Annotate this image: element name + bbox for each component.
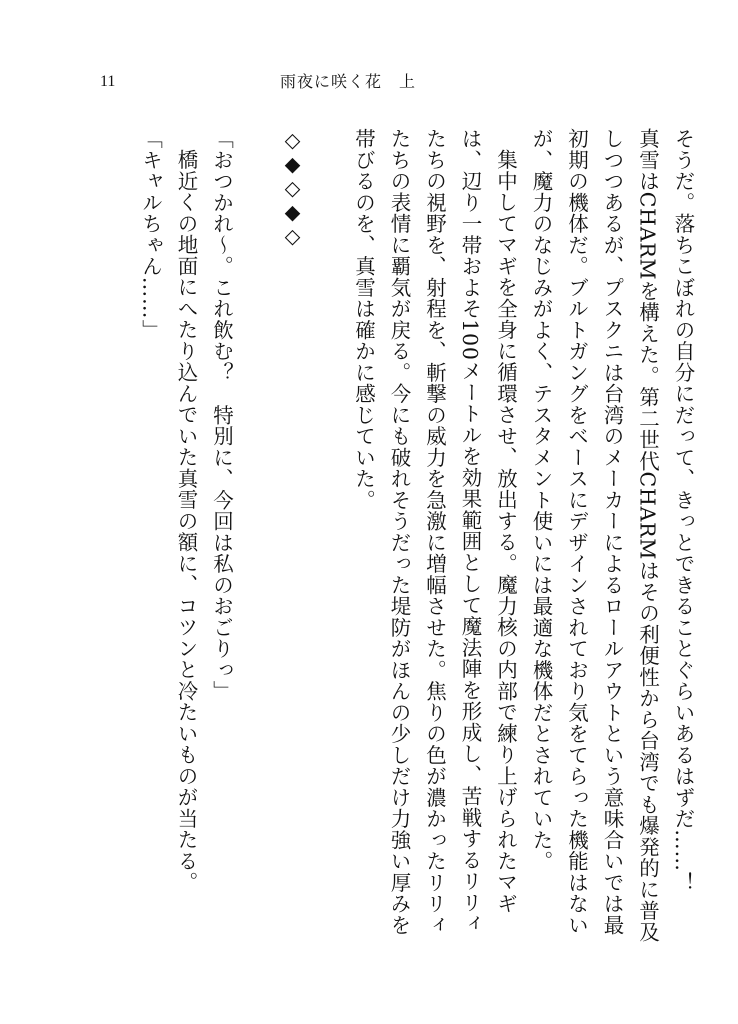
paragraph-resolve: そうだ。落ちこぼれの自分にだって、きっとできることぐらいあるはずだ……！ <box>671 128 695 893</box>
paragraph-cold-touch: 橋近くの地面にへたり込んでいた真雪の額に、コツンと冷たいものが当たる。 <box>174 148 198 893</box>
paragraph-charm-description: 真雪はCHARMを構えた。第二世代CHARMはその利便性から台湾でも爆発的に普及しつつあるが、プスクニは台湾のメーカーによるロールアウトという意味合いでは最初期の機体だ。ブルトガングをベースにデザインされており気をてらった機能はないが、魔力のなじみがよく、テスタメント使いには最適な機体だとされていた。 <box>529 128 660 943</box>
scene-separator: ◇◆◇◆◇ <box>280 128 305 248</box>
paragraph-blank-line <box>239 128 275 948</box>
paragraph-magi-release: 集中してマギを全身に循環させ、放出する。魔力核の内部で練り上げられたマギは、辺り一帯およそ100メートルを効果範囲として魔法陣を形成し、苦戦するリリィたちの視野を、射程を、斬撃の威力を急激に増幅させた。焦りの色が濃かったリリィたちの表情に覇気が戻る。今にも破れそうだった堤防がほんの少しだけ力強い厚みを帯びるのを、真雪は確かに感じていた。 <box>351 128 518 936</box>
vertical-body-text <box>95 128 700 948</box>
paragraph-blank-line <box>310 128 346 948</box>
running-header-title: 雨夜に咲く花 上 <box>280 72 417 91</box>
dialogue-cal-chan: 「キャルちゃん……」 <box>138 128 163 341</box>
dialogue-offer-drink: 「おつかれ～。これ飲む？ 特別に、今回は私のおごりっ」 <box>209 128 234 702</box>
page-number: 11 <box>100 73 116 90</box>
